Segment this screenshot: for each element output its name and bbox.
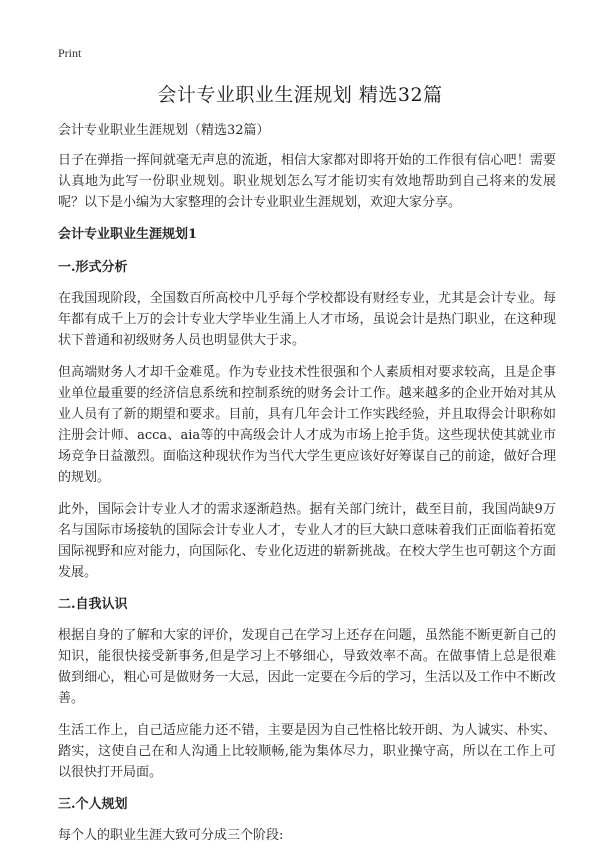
section-heading-analysis: 一.形式分析	[58, 260, 128, 275]
section-heading-self-knowledge: 二.自我认识	[58, 597, 128, 612]
article-subtitle: 会计专业职业生涯规划（精选32篇）	[58, 123, 270, 138]
section-heading-personal-plan: 三.个人规划	[58, 797, 128, 812]
page-title: 会计专业职业生涯规划 精选32篇	[157, 84, 443, 106]
paragraph: 每个人的职业生涯大致可分成三个阶段:	[58, 828, 284, 843]
paragraph: 但高端财务人才却千金难觅。作为专业技术性很强和个人素质相对要求较高，且是企事业单位最重要的经济信息系统和控制系统的财务会计工作。越来越多的企业开始对其从业人员有了新的期望和要求。目前，具有几年会计工作实践经验，并且取得会计职称如注册会计师、acca、aia等的中高级会计人才成为市场上抢手货。这些现状使其就业市场竞争日益激烈。面临这种现状作为当代大学生更应该好好筹谋自己的前途，做好合理的规划。	[58, 365, 556, 485]
paragraph: 在我国现阶段，全国数百所高校中几乎每个学校都设有财经专业，尤其是会计专业。每年都有成千上万的会计专业大学毕业生涌上人才市场，虽说会计是热门职业，在这种现状下普通和初级财务人员也明显供大于求。	[58, 291, 556, 348]
print-link[interactable]: Print	[58, 46, 82, 60]
article-body	[58, 120, 556, 857]
paragraph: 此外，国际会计专业人才的需求逐渐趋热。据有关部门统计，截至目前，我国尚缺9万名与国际市场接轨的国际会计专业人才，专业人才的巨大缺口意味着我们正面临着拓宽国际视野和应对能力，向国际化、专业化迈进的崭新挑战。在校大学生也可朝这个方面发展。	[58, 502, 556, 580]
article-heading: 会计专业职业生涯规划1	[58, 227, 198, 242]
paragraph: 生活工作上，自己适应能力还不错，主要是因为自己性格比较开朗、为人诚实、朴实、踏实，这使自己在和人沟通上比较顺畅,能为集体尽力，职业操守高，所以在工作上可以很快打开局面。	[58, 723, 556, 780]
intro-paragraph: 日子在弹指一挥间就毫无声息的流逝，相信大家都对即将开始的工作很有信心吧！需要认真地为此写一份职业规划。职业规划怎么写才能切实有效地帮助到自己将来的发展呢？以下是小编为大家整理的会计专业职业生涯规划，欢迎大家分享。	[58, 153, 556, 210]
paragraph: 根据自身的了解和大家的评价，发现自己在学习上还存在问题，虽然能不断更新自己的知识，能很快接受新事务,但是学习上不够细心，导致效率不高。在做事情上总是很难做到细心，粗心可是做财务一大忌，因此一定要在今后的学习，生活以及工作中不断改善。	[58, 628, 556, 706]
